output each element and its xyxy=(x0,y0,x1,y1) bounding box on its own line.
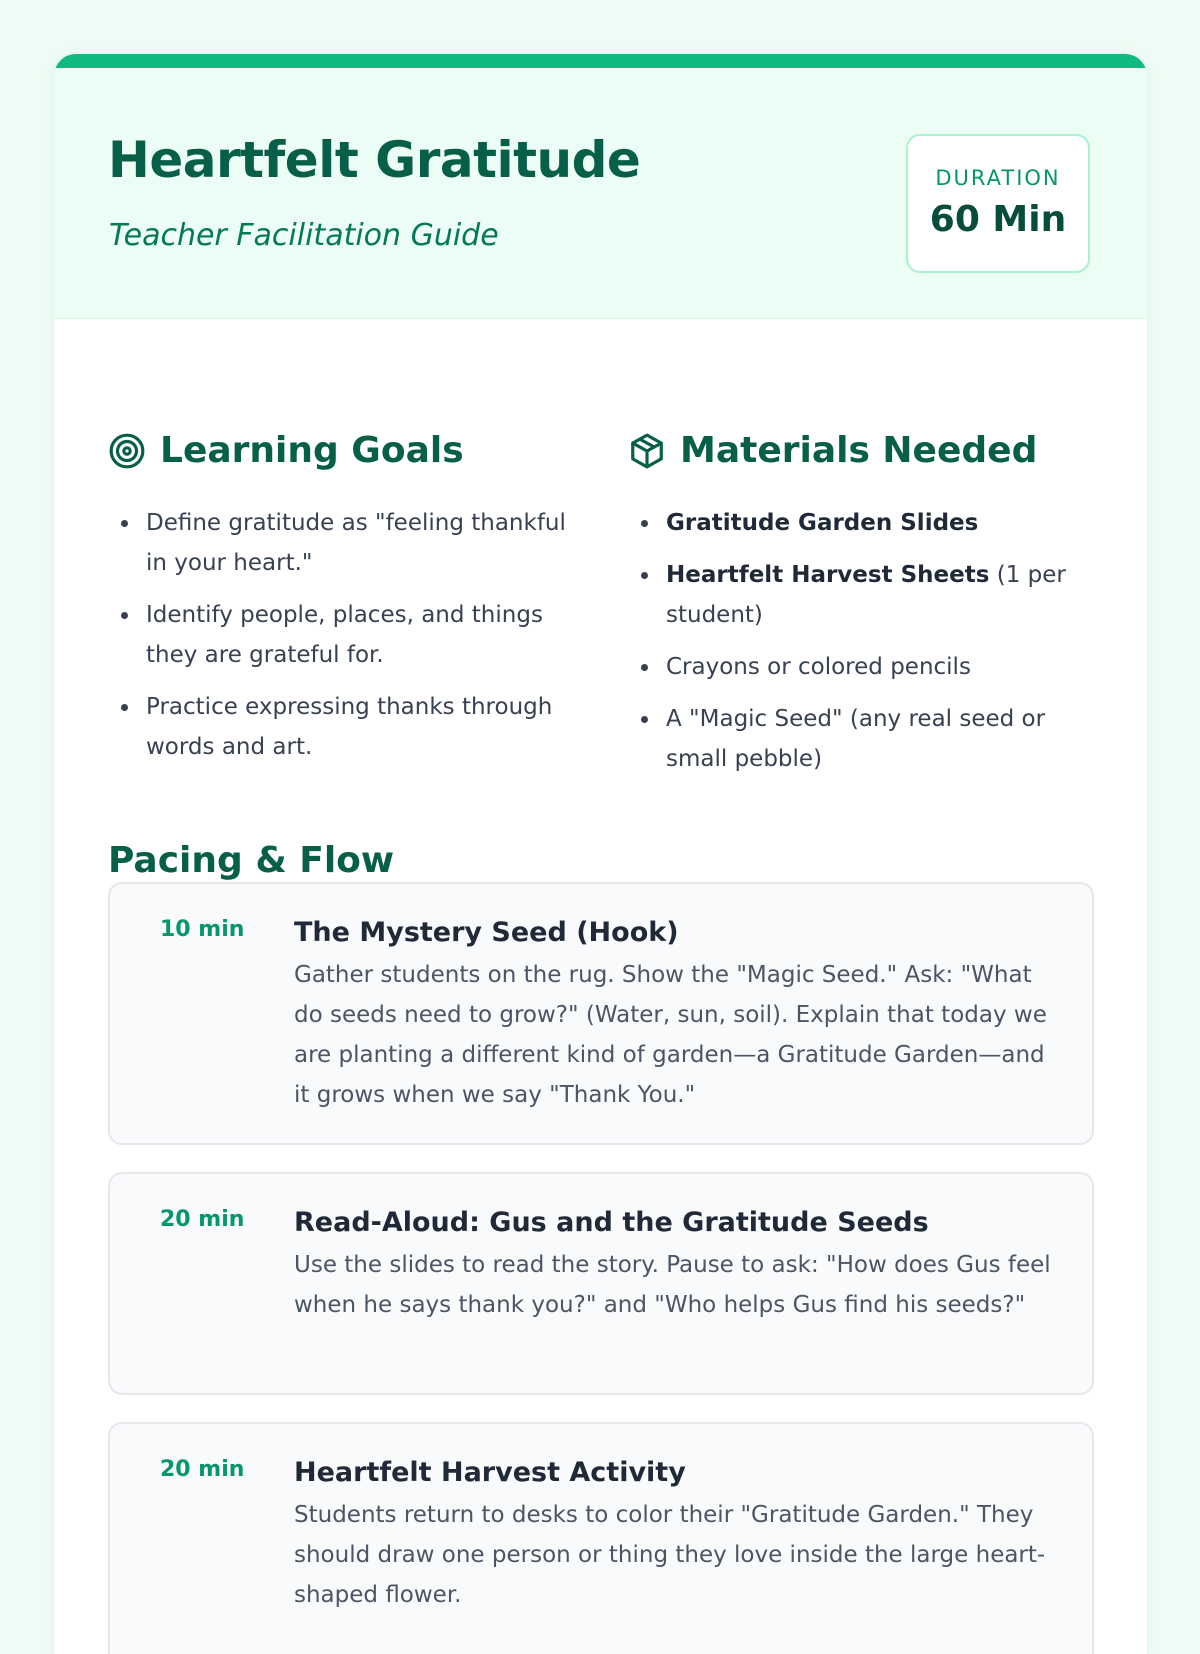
learning-goals-header xyxy=(108,429,588,473)
pacing-step xyxy=(108,1172,1094,1395)
duration-label: DURATION xyxy=(935,166,1061,190)
goal-item: Define gratitude as "feeling thankful in your heart." xyxy=(146,503,586,583)
box-icon xyxy=(628,432,666,470)
pacing-step xyxy=(108,882,1094,1145)
step-title: The Mystery Seed (Hook) xyxy=(294,917,679,948)
step-body xyxy=(294,1453,1064,1615)
pacing-heading: Pacing & Flow xyxy=(108,840,395,881)
materials-section xyxy=(628,429,1108,791)
goal-item: Practice expressing thanks through words and art. xyxy=(146,687,586,767)
page-subtitle: Teacher Facilitation Guide xyxy=(109,218,499,253)
learning-goals-section xyxy=(108,429,588,779)
step-description: Gather students on the rug. Show the "Magic Seed." Ask: "What do seeds need to grow?" (Water, sun, soil). Explain that today we are planting a different kind of garden—a Gratitude Garden—and it grows when we say "Thank You." xyxy=(294,962,1047,1108)
materials-list xyxy=(628,503,1108,779)
materials-header xyxy=(628,429,1108,473)
page-title: Heartfelt Gratitude xyxy=(108,131,641,189)
step-description: Use the slides to read the story. Pause to ask: "How does Gus feel when he says thank you?" and "Who helps Gus find his seeds?" xyxy=(294,1252,1051,1318)
material-item xyxy=(666,503,1086,543)
materials-heading: Materials Needed xyxy=(680,430,1038,471)
lesson-header xyxy=(54,68,1147,319)
step-body xyxy=(294,1203,1064,1325)
duration-value: 60 Min xyxy=(929,199,1067,240)
duration-badge xyxy=(906,134,1090,273)
step-title: Read-Aloud: Gus and the Gratitude Seeds xyxy=(294,1207,929,1238)
learning-goals-list xyxy=(108,503,588,767)
material-item xyxy=(666,555,1086,635)
step-description: Students return to desks to color their "Gratitude Garden." They should draw one person or thing they love inside the large heart-shaped flower. xyxy=(294,1502,1046,1608)
material-name: Heartfelt Harvest Sheets xyxy=(666,562,990,588)
accent-bar xyxy=(54,54,1147,68)
learning-goals-heading: Learning Goals xyxy=(160,430,464,471)
step-time: 20 min xyxy=(160,1207,245,1232)
lesson-card xyxy=(54,54,1147,1654)
material-item xyxy=(666,647,1086,687)
step-body xyxy=(294,913,1064,1115)
pacing-step xyxy=(108,1422,1094,1654)
material-name: Gratitude Garden Slides xyxy=(666,510,979,536)
material-detail: A "Magic Seed" (any real seed or small pebble) xyxy=(666,706,1046,772)
material-detail: Crayons or colored pencils xyxy=(666,654,971,680)
step-time: 20 min xyxy=(160,1457,245,1482)
target-icon xyxy=(108,432,146,470)
step-time: 10 min xyxy=(160,917,245,942)
material-detail: (1 per student) xyxy=(666,562,1066,628)
goal-item: Identify people, places, and things they are grateful for. xyxy=(146,595,586,675)
material-item xyxy=(666,699,1086,779)
step-title: Heartfelt Harvest Activity xyxy=(294,1457,686,1488)
